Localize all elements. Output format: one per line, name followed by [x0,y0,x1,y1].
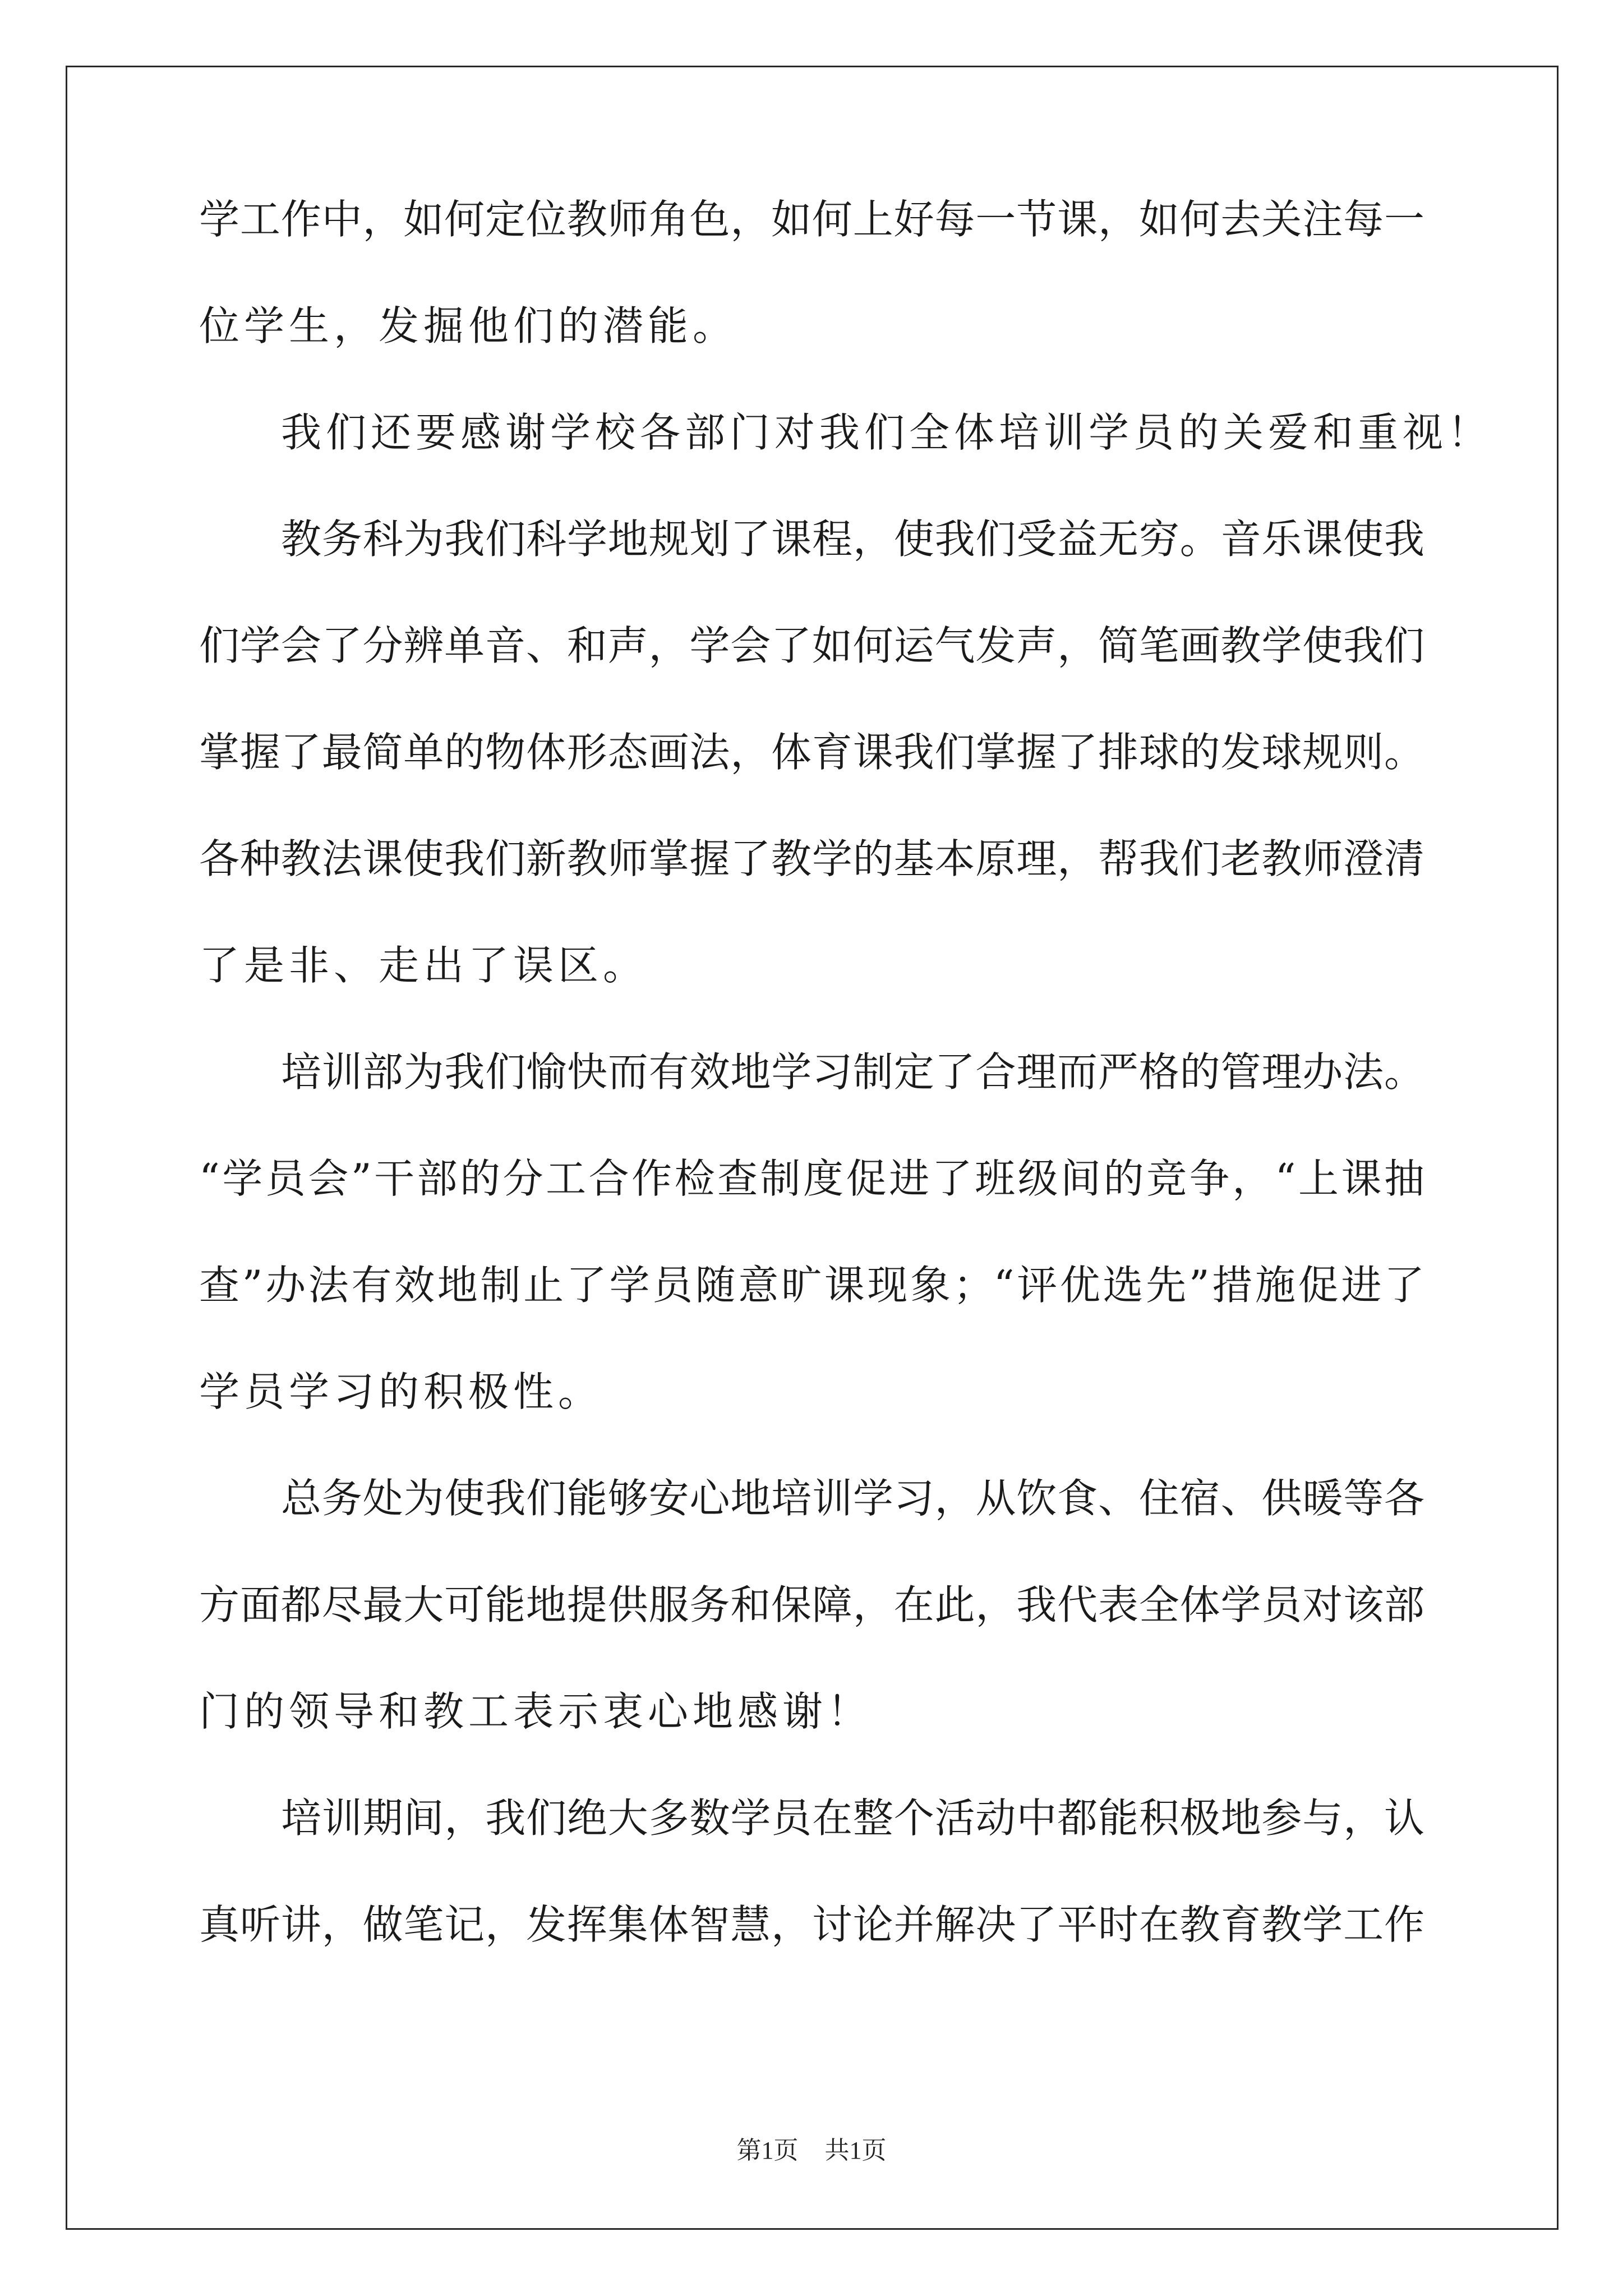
text-line: 方面都尽最大可能地提供服务和保障，在此，我代表全体学员对该部 [199,1581,1424,1628]
text-line: 总务处为使我们能够安心地培训学习，从饮食、住宿、供暖等各 [281,1475,1424,1522]
text-line: 查”办法有效地制止了学员随意旷课现象；“评优选先”措施促进了 [199,1262,1424,1309]
page-number-current: 第1页 [736,2137,799,2164]
page-footer [0,2138,1623,2163]
text-line: 学工作中，如何定位教师角色，如何上好每一节课，如何去关注每一 [199,196,1424,243]
text-line: 学员学习的积极性。 [199,1368,603,1415]
text-line: 各种教法课使我们新教师掌握了教学的基本原理，帮我们老教师澄清 [199,835,1424,882]
text-line: 们学会了分辨单音、和声，学会了如何运气发声，简笔画教学使我们 [199,622,1424,669]
text-line: 掌握了最简单的物体形态画法，体育课我们掌握了排球的发球规则。 [199,729,1424,776]
text-line: 培训期间，我们绝大多数学员在整个活动中都能积极地参与，认 [281,1795,1424,1842]
text-line: 了是非、走出了误区。 [199,942,648,989]
text-line: “学员会”干部的分工合作检查制度促进了班级间的竞争，“上课抽 [199,1155,1424,1202]
text-line: 门的领导和教工表示衷心地感谢！ [199,1688,873,1735]
text-line: 培训部为我们愉快而有效地学习制定了合理而严格的管理办法。 [281,1048,1424,1096]
page-number-total: 共1页 [824,2137,887,2164]
document-body [199,196,1493,2011]
text-line: 位学生，发掘他们的潜能。 [199,302,738,349]
text-line: 教务科为我们科学地规划了课程，使我们受益无穷。音乐课使我 [281,516,1424,563]
text-line: 我们还要感谢学校各部门对我们全体培训学员的关爱和重视！ [281,409,1493,456]
text-line: 真听讲，做笔记，发挥集体智慧，讨论并解决了平时在教育教学工作 [199,1901,1424,1948]
